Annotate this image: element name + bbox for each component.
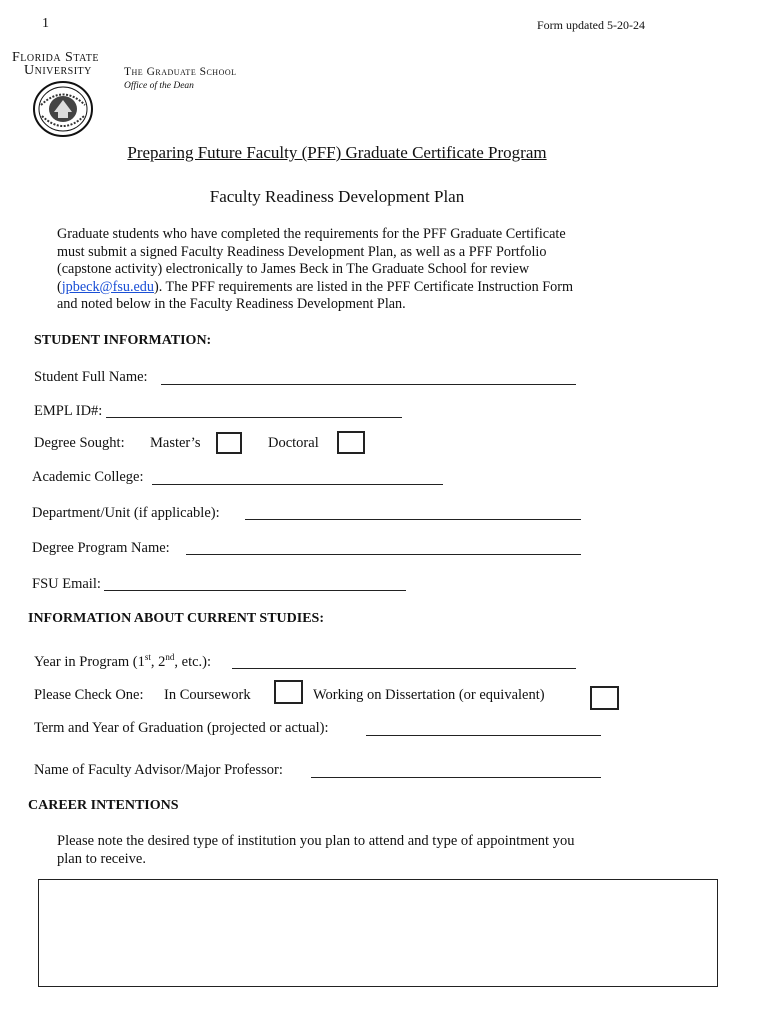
masters-label: Master’s: [150, 435, 201, 451]
fsu-email-label: FSU Email:: [32, 576, 101, 592]
academic-college-field[interactable]: [152, 484, 443, 485]
full-name-label: Student Full Name:: [34, 369, 148, 385]
masters-checkbox[interactable]: [216, 432, 242, 454]
office-of-dean: Office of the Dean: [124, 81, 194, 91]
check-one-label: Please Check One:: [34, 687, 144, 703]
faculty-advisor-label: Name of Faculty Advisor/Major Professor:: [34, 762, 283, 778]
career-note-line-2: plan to receive.: [57, 851, 146, 867]
career-intentions-heading: CAREER INTENTIONS: [28, 798, 179, 813]
empl-id-field[interactable]: [106, 417, 402, 418]
intro-line-4-rest: ). The PFF requirements are listed in the PFF Certificate Instruction Form: [154, 278, 573, 295]
dissertation-label: Working on Dissertation (or equivalent): [313, 687, 545, 703]
career-intentions-textbox[interactable]: [38, 879, 718, 987]
page-number: 1: [42, 16, 49, 31]
page-subtitle: Faculty Readiness Development Plan: [209, 187, 465, 206]
year-label-st: st: [144, 652, 151, 662]
department-field[interactable]: [245, 519, 581, 520]
degree-program-label: Degree Program Name:: [32, 540, 170, 556]
email-link[interactable]: jpbeck@fsu.edu: [61, 278, 154, 295]
form-updated-date: Form updated 5-20-24: [537, 18, 645, 32]
academic-college-label: Academic College:: [32, 469, 144, 485]
fsu-email-field[interactable]: [104, 590, 406, 591]
year-label-nd: nd: [165, 652, 175, 662]
fsu-seal-icon: [32, 80, 94, 138]
university-name-line2: University: [24, 63, 92, 78]
intro-line-1: Graduate students who have completed the requirements for the PFF Graduate Certificate: [57, 226, 566, 242]
graduation-term-field[interactable]: [366, 735, 601, 736]
intro-paragraph: [57, 226, 657, 314]
intro-line-3: (capstone activity) electronically to James Beck in The Graduate School for review: [57, 261, 530, 278]
page-title: Preparing Future Faculty (PFF) Graduate Certificate Program: [127, 143, 547, 162]
coursework-checkbox[interactable]: [274, 680, 303, 704]
year-label-mid: , 2: [150, 653, 166, 670]
coursework-label: In Coursework: [164, 687, 251, 703]
intro-line-2: must submit a signed Faculty Readiness Development Plan, as well as a PFF Portfolio: [57, 243, 547, 260]
degree-sought-label: Degree Sought:: [34, 435, 125, 451]
graduation-term-label: Term and Year of Graduation (projected or actual):: [34, 720, 329, 736]
student-info-heading: STUDENT INFORMATION:: [34, 333, 212, 348]
doctoral-label: Doctoral: [268, 435, 319, 451]
career-note-line-1: Please note the desired type of institution you plan to attend and type of appointment you: [57, 833, 575, 849]
year-in-program-field[interactable]: [232, 668, 576, 669]
doctoral-checkbox[interactable]: [337, 431, 365, 454]
faculty-advisor-field[interactable]: [311, 777, 601, 778]
university-name-line1: Florida State: [12, 50, 99, 65]
year-in-program-label: [34, 652, 211, 671]
dissertation-checkbox[interactable]: [590, 686, 619, 710]
full-name-field[interactable]: [161, 384, 576, 385]
current-studies-heading: INFORMATION ABOUT CURRENT STUDIES:: [28, 611, 324, 626]
department-label: Department/Unit (if applicable):: [32, 505, 220, 521]
intro-line-5: and noted below in the Faculty Readiness Development Plan.: [57, 296, 406, 313]
intro-line-4: [57, 279, 657, 297]
graduate-school-name: The Graduate School: [124, 66, 237, 78]
year-label-prefix: Year in Program (1: [34, 653, 145, 670]
intro-paren-open: (: [57, 278, 62, 295]
degree-program-field[interactable]: [186, 554, 581, 555]
year-label-suffix: , etc.):: [174, 653, 212, 670]
empl-id-label: EMPL ID#:: [34, 403, 103, 419]
